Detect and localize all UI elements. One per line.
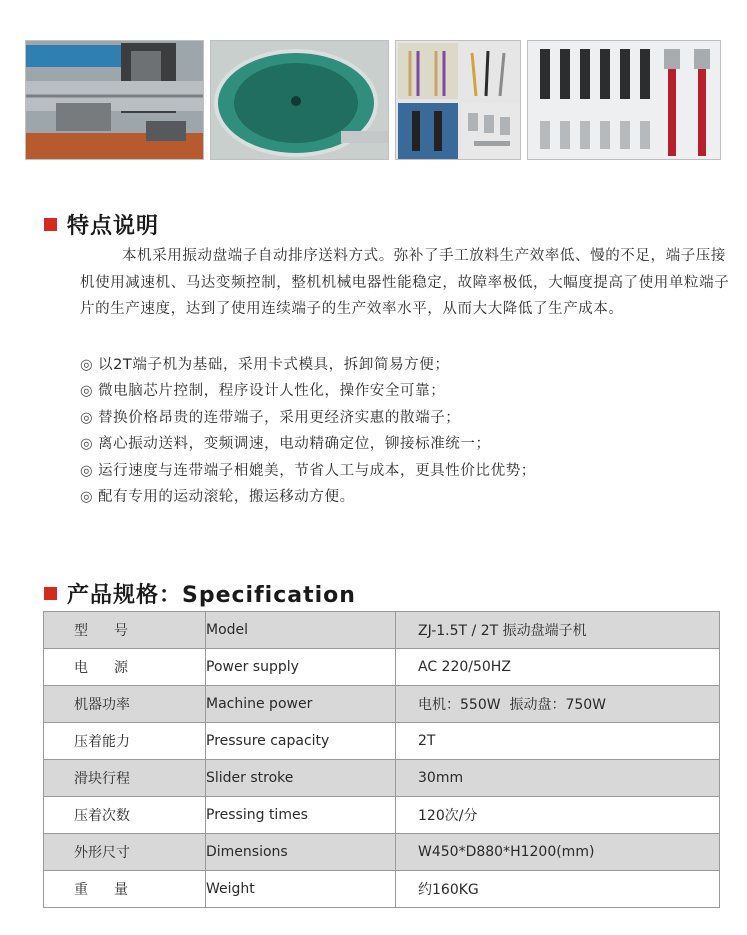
wire-terminal-samples-photo [395, 40, 521, 160]
bullet-icon: ◎ [80, 383, 94, 400]
spec-value: AC 220/50HZ [396, 649, 720, 686]
spec-value: W450*D880*H1200(mm) [396, 834, 720, 871]
spec-value: ZJ-1.5T / 2T 振动盘端子机 [396, 612, 720, 649]
list-item: ◎ 配有专用的运动滚轮，搬运移动方便。 [80, 484, 536, 510]
crimped-terminal-illustration [528, 41, 721, 160]
vibration-bowl-photo [210, 40, 389, 160]
spec-value: 2T [396, 723, 720, 760]
spec-en-label: Dimensions [206, 834, 396, 871]
spec-heading [44, 578, 356, 609]
spec-cn-label: 滑块行程 [44, 760, 206, 797]
list-item: ◎ 离心振动送料，变频调速，电动精确定位，铆接标准统一； [80, 431, 536, 457]
crimping-machine-photo [25, 40, 204, 160]
list-item: ◎ 微电脑芯片控制，程序设计人性化，操作安全可靠； [80, 378, 536, 404]
bullet-icon: ◎ [80, 462, 94, 479]
features-heading [44, 209, 159, 240]
bullet-icon: ◎ [80, 488, 94, 505]
spec-value: 30mm [396, 760, 720, 797]
spec-cn-label: 外形尺寸 [44, 834, 206, 871]
spec-value: 电机：550W 振动盘：750W [396, 686, 720, 723]
spec-en-label: Pressure capacity [206, 723, 396, 760]
heading-marker [44, 587, 57, 600]
spec-cn-label: 机器功率 [44, 686, 206, 723]
list-item: ◎ 替换价格昂贵的连带端子，采用更经济实惠的散端子； [80, 405, 536, 431]
spec-cn-label: 压着能力 [44, 723, 206, 760]
spec-value: 约160KG [396, 871, 720, 908]
features-list [80, 352, 536, 510]
crimped-terminal-samples-photo [527, 40, 721, 160]
table-row [44, 834, 720, 871]
spec-en-label: Model [206, 612, 396, 649]
spec-cn-label: 重量 [44, 871, 206, 908]
features-intro: 本机采用振动盘端子自动排序送料方式。弥补了手工放料生产效率低、慢的不足，端子压接机使用减速机、马达变频控制，整机机械电器性能稳定，故障率极低，大幅度提高了使用单粒端子片的生产速度，达到了使用连续端子的生产效率水平，从而大大降低了生产成本。 [80, 248, 730, 317]
spec-en-label: Weight [206, 871, 396, 908]
table-row [44, 871, 720, 908]
spec-table [43, 611, 720, 908]
bullet-icon: ◎ [80, 436, 94, 453]
spec-value: 120次/分 [396, 797, 720, 834]
table-row [44, 797, 720, 834]
spec-cn-label: 电源 [44, 649, 206, 686]
table-row [44, 760, 720, 797]
bullet-icon: ◎ [80, 357, 94, 373]
heading-marker [44, 218, 57, 231]
spec-cn-label: 压着次数 [44, 797, 206, 834]
crimping-machine-illustration [26, 41, 204, 160]
table-row [44, 612, 720, 649]
wire-terminal-illustration [396, 41, 521, 160]
spec-en-label: Pressing times [206, 797, 396, 834]
list-item: ◎ 以2T端子机为基础，采用卡式模具，拆卸简易方便； [80, 352, 536, 378]
features-heading-text: 特点说明 [67, 214, 160, 239]
table-row [44, 723, 720, 760]
list-item: ◎ 运行速度与连带端子相媲美，节省人工与成本，更具性价比优势； [80, 458, 536, 484]
spec-heading-text: 产品规格：Specification [67, 583, 356, 608]
spec-en-label: Machine power [206, 686, 396, 723]
table-row [44, 649, 720, 686]
spec-cn-label: 型号 [44, 612, 206, 649]
bullet-icon: ◎ [80, 409, 94, 426]
table-row [44, 686, 720, 723]
spec-en-label: Slider stroke [206, 760, 396, 797]
vibration-bowl-illustration [211, 41, 389, 160]
spec-en-label: Power supply [206, 649, 396, 686]
